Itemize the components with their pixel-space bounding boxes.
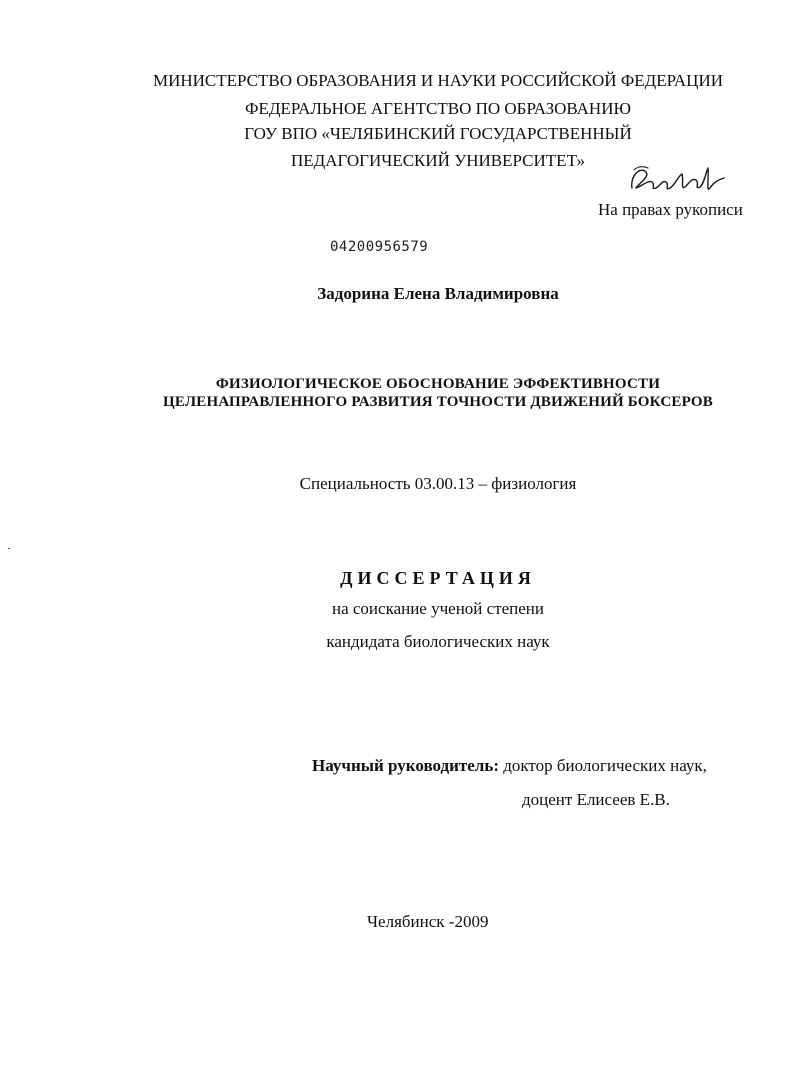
degree-line1: на соискание ученой степени bbox=[331, 599, 545, 618]
handwritten-signature bbox=[620, 158, 730, 198]
agency-name: ФЕДЕРАЛЬНОЕ АГЕНТСТВО ПО ОБРАЗОВАНИЮ bbox=[245, 99, 631, 118]
institution-name-line2: ПЕДАГОГИЧЕСКИЙ УНИВЕРСИТЕТ» bbox=[290, 151, 586, 170]
specialty: Специальность 03.00.13 – физиология bbox=[299, 474, 577, 493]
advisor-degree: доктор биологических наук, bbox=[503, 756, 707, 775]
ministry-name: МИНИСТЕРСТВО ОБРАЗОВАНИЯ И НАУКИ РОССИЙСКОЙ ФЕДЕРАЦИИ bbox=[152, 71, 724, 90]
catalog-number: 04200956579 bbox=[330, 239, 429, 255]
institution-name-line1: ГОУ ВПО «ЧЕЛЯБИНСКИЙ ГОСУДАРСТВЕННЫЙ bbox=[244, 124, 632, 143]
advisor-label: Научный руководитель: bbox=[312, 756, 499, 775]
city-year: Челябинск -2009 bbox=[367, 912, 489, 931]
scan-speck bbox=[8, 548, 10, 549]
thesis-title-line2: ЦЕЛЕНАПРАВЛЕННОГО РАЗВИТИЯ ТОЧНОСТИ ДВИЖЕНИЙ БОКСЕРОВ bbox=[163, 394, 713, 410]
degree-line2: кандидата биологических наук bbox=[326, 632, 550, 651]
document-type-heading: ДИССЕРТАЦИЯ bbox=[340, 568, 536, 588]
author-name: Задорина Елена Владимировна bbox=[317, 284, 559, 303]
manuscript-rights-note: На правах рукописи bbox=[598, 200, 743, 219]
advisor-name: доцент Елисеев Е.В. bbox=[522, 790, 670, 809]
thesis-title-line1: ФИЗИОЛОГИЧЕСКОЕ ОБОСНОВАНИЕ ЭФФЕКТИВНОСТИ bbox=[215, 376, 661, 392]
scientific-advisor bbox=[312, 756, 707, 776]
